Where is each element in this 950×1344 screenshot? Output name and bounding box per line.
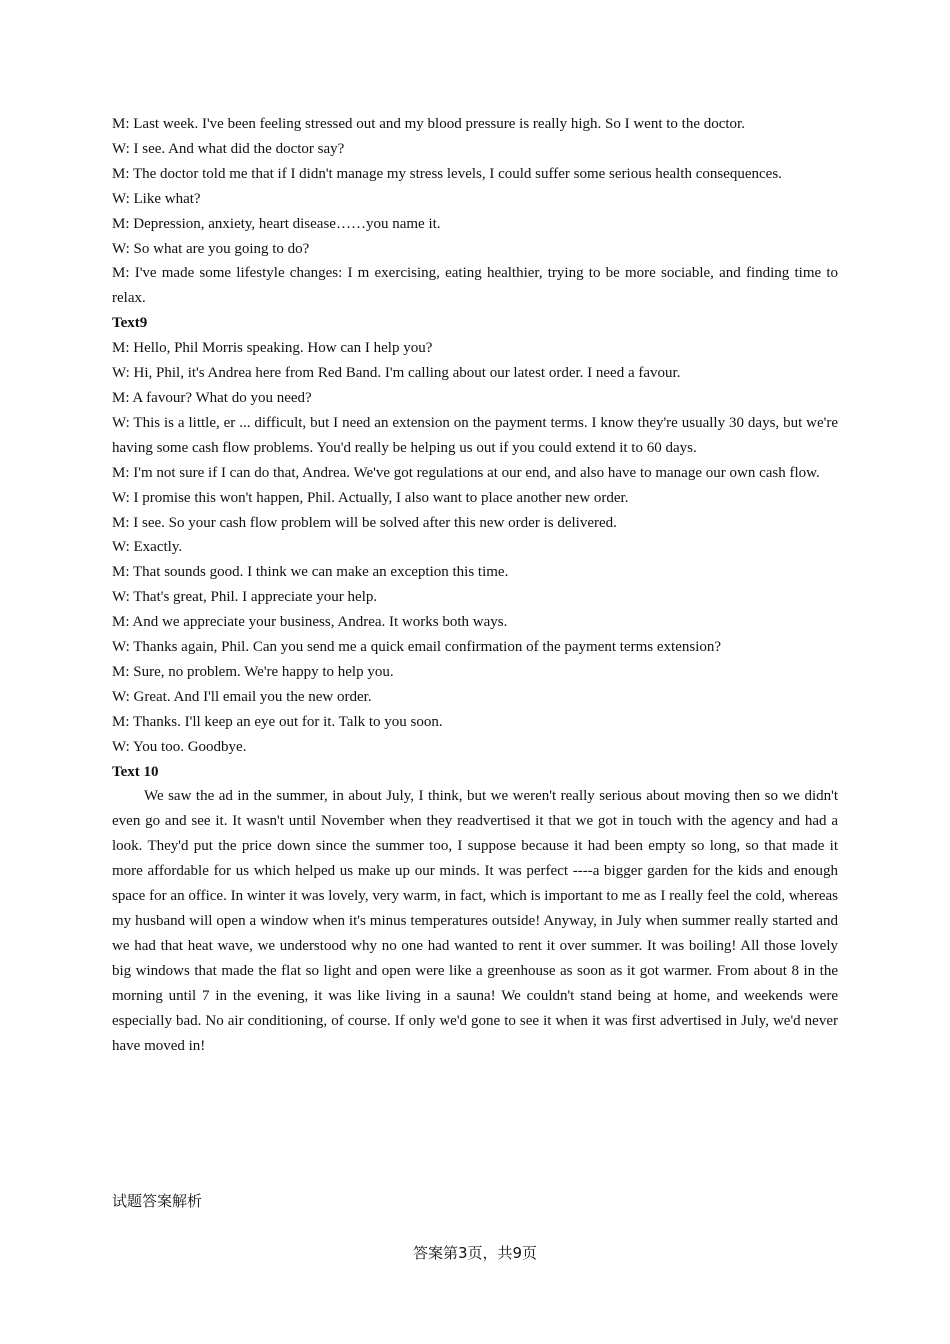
dialogue-line: W: Exactly. [112,539,183,556]
dialogue-line: W: Like what? [112,190,201,207]
text10-paragraph: We saw the ad in the summer, in about July, I think, but we weren't really serious about moving then so we didn't even go and see it. It wasn't until November when they readvertised it that we got in touch with the agency and had a look. They'd put the price down since the summer too, I suppose because it had been empty so long, so that made it more affordable for us which helped us make up our minds. It was perfect ----a bigger garden for the kids and enough space for an office. In winter it was lovely, very warm, in fact, which is important to me as I really feel the cold, whereas my husband will open a window when it's minus temperatures outside! Anyway, in July when summer really started and we had that heat wave, we understood why no one had wanted to rent it over summer. It was boiling! All those lovely big windows that made the flat so light and open were like a greenhouse as soon as it got warmer. From about 8 in the morning until 7 in the evening, it was like living in a sauna! We couldn't stand being at home, and weekends were especially bad. No air conditioning, of course. If only we'd gone to see it when it was first advertised in July, we'd never have moved in! [112,788,838,1054]
dialogue-line: M: A favour? What do you need? [112,389,312,406]
answer-analysis-label: 试题答案解析 [112,1192,203,1210]
text10-heading: Text 10 [112,763,159,780]
dialogue-line: M: The doctor told me that if I didn't manage my stress levels, I could suffer some serious health consequences. [112,165,782,182]
dialogue-line: W: So what are you going to do? [112,240,310,257]
dialogue-line: M: I'm not sure if I can do that, Andrea. We've got regulations at our end, and also have to manage our own cash flow. [112,464,820,481]
dialogue-line: W: I see. And what did the doctor say? [112,140,345,157]
dialogue-line: W: Great. And I'll email you the new order. [112,688,372,705]
dialogue-line: W: I promise this won't happen, Phil. Actually, I also want to place another new order. [112,489,629,506]
dialogue-line: M: Sure, no problem. We're happy to help you. [112,663,394,680]
dialogue-line: W: Hi, Phil, it's Andrea here from Red Band. I'm calling about our latest order. I need a favour. [112,365,681,382]
dialogue-line: M: And we appreciate your business, Andrea. It works both ways. [112,614,508,631]
dialogue-line: W: This is a little, er ... difficult, but I need an extension on the payment terms. I know they're usually 30 days, but we're having some cash flow problems. You'd really be helping us out if you could extend it to 60 days. [112,414,838,456]
dialogue-line: M: That sounds good. I think we can make an exception this time. [112,564,509,581]
dialogue-line: M: Depression, anxiety, heart disease……you name it. [112,215,441,232]
text9-heading: Text9 [112,315,148,332]
dialogue-line: M: Last week. I've been feeling stressed out and my blood pressure is really high. So I went to the doctor. [112,116,745,132]
dialogue-line: W: You too. Goodbye. [112,738,247,755]
page-footer: 答案第3页，共9页 [412,1244,538,1262]
dialogue-line: W: That's great, Phil. I appreciate your help. [112,589,378,606]
dialogue-line: M: I see. So your cash flow problem will be solved after this new order is delivered. [112,514,617,531]
transcript-body [112,112,838,1058]
dialogue-line: M: Thanks. I'll keep an eye out for it. Talk to you soon. [112,713,443,730]
dialogue-line: M: Hello, Phil Morris speaking. How can I help you? [112,340,433,357]
dialogue-line: W: Thanks again, Phil. Can you send me a quick email confirmation of the payment terms extension? [112,639,722,656]
dialogue-line: M: I've made some lifestyle changes: I m exercising, eating healthier, trying to be more sociable, and finding time to relax. [112,265,838,307]
